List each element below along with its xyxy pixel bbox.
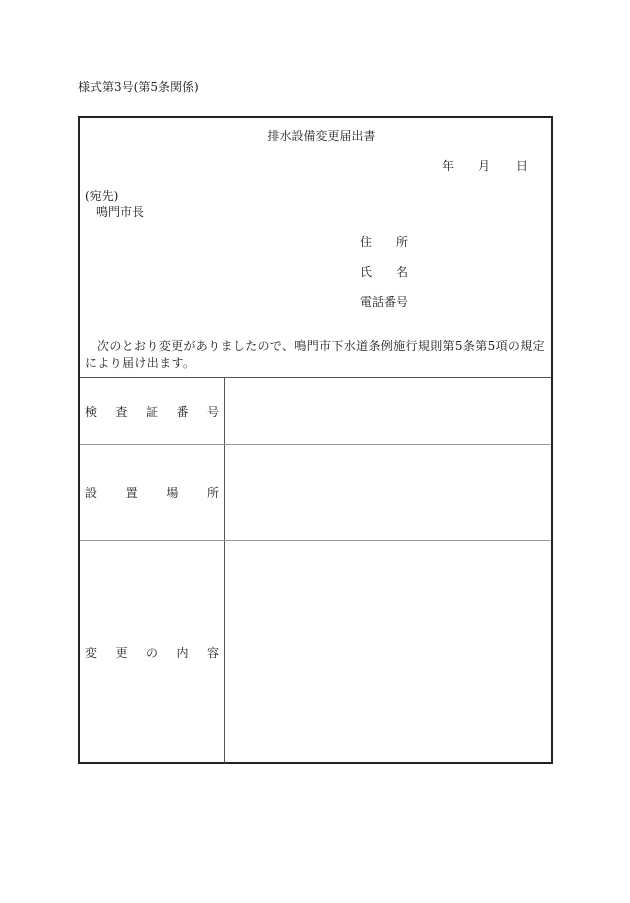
applicant-name-label: 氏 名 xyxy=(360,265,408,279)
date-line xyxy=(442,158,528,174)
date-month-label: 月 xyxy=(478,159,491,173)
applicant-phone-row xyxy=(360,294,408,324)
change-details-label: 変 更 の 内 容 xyxy=(80,541,225,763)
applicant-address-label: 住 所 xyxy=(360,235,408,249)
table-row-inspection-number xyxy=(80,378,551,445)
installation-location-field[interactable] xyxy=(225,445,551,540)
applicant-section xyxy=(360,234,408,324)
table-row-installation-location xyxy=(80,445,551,541)
table-row-change-details xyxy=(80,541,551,763)
inspection-number-field[interactable] xyxy=(225,378,551,444)
applicant-name-row xyxy=(360,264,408,294)
form-number: 様式第3号(第5条関係) xyxy=(78,80,199,94)
applicant-phone-label: 電話番号 xyxy=(360,295,409,309)
form-title: 排水設備変更届出書 xyxy=(267,129,376,143)
change-details-field[interactable] xyxy=(225,541,551,763)
statement-text: 次のとおり変更がありましたので、鳴門市下水道条例施行規則第5条第5項の規定により届け出ます。 xyxy=(85,339,545,370)
addressee-prefix: (宛先) xyxy=(85,189,119,203)
notification-form xyxy=(78,116,553,764)
addressee xyxy=(85,188,144,220)
details-table xyxy=(80,377,551,762)
applicant-address-row xyxy=(360,234,408,264)
date-day-label: 日 xyxy=(516,159,529,173)
addressee-name: 鳴門市長 xyxy=(96,205,145,219)
installation-location-label: 設 置 場 所 xyxy=(80,445,225,540)
date-year-label: 年 xyxy=(442,159,455,173)
inspection-number-label: 検 査 証 番 号 xyxy=(80,378,225,444)
